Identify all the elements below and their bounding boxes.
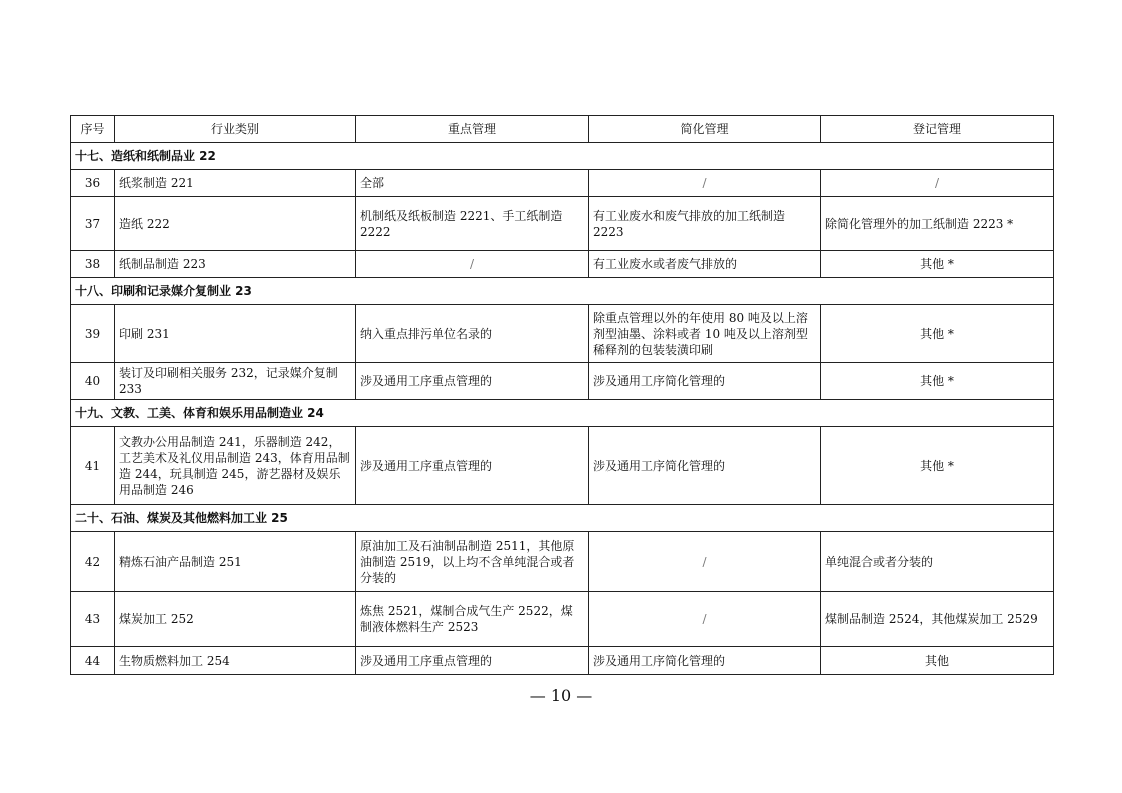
page-number: — 10 — bbox=[529, 686, 593, 705]
industry-cell: 煤炭加工 252 bbox=[115, 592, 356, 647]
section-title: 十七、造纸和纸制品业 22 bbox=[71, 143, 1054, 170]
simplified-management-cell: 涉及通用工序简化管理的 bbox=[589, 427, 821, 505]
key-management-cell: 原油加工及石油制品制造 2511，其他原油制造 2519，以上均不含单纯混合或者分装的 bbox=[356, 532, 589, 592]
registration-management-cell: 其他 * bbox=[821, 305, 1054, 363]
row-number: 39 bbox=[71, 305, 115, 363]
header-simplified-management: 简化管理 bbox=[589, 116, 821, 143]
registration-management-cell: 单纯混合或者分装的 bbox=[821, 532, 1054, 592]
table-row bbox=[71, 305, 1054, 363]
row-number: 43 bbox=[71, 592, 115, 647]
simplified-management-cell: 涉及通用工序简化管理的 bbox=[589, 647, 821, 675]
header-industry: 行业类别 bbox=[115, 116, 356, 143]
industry-cell: 生物质燃料加工 254 bbox=[115, 647, 356, 675]
registration-management-cell: 煤制品制造 2524，其他煤炭加工 2529 bbox=[821, 592, 1054, 647]
key-management-cell: 全部 bbox=[356, 170, 589, 197]
registration-management-cell: / bbox=[821, 170, 1054, 197]
registration-management-cell: 其他 * bbox=[821, 251, 1054, 278]
key-management-cell: 涉及通用工序重点管理的 bbox=[356, 427, 589, 505]
section-title: 二十、石油、煤炭及其他燃料加工业 25 bbox=[71, 505, 1054, 532]
registration-management-cell: 其他 * bbox=[821, 363, 1054, 400]
table-row bbox=[71, 251, 1054, 278]
table-header-row bbox=[71, 116, 1054, 143]
row-number: 44 bbox=[71, 647, 115, 675]
simplified-management-cell: 涉及通用工序简化管理的 bbox=[589, 363, 821, 400]
section-row bbox=[71, 143, 1054, 170]
simplified-management-cell: 有工业废水或者废气排放的 bbox=[589, 251, 821, 278]
header-number: 序号 bbox=[71, 116, 115, 143]
industry-cell: 装订及印刷相关服务 232，记录媒介复制 233 bbox=[115, 363, 356, 400]
simplified-management-cell: 有工业废水和废气排放的加工纸制造 2223 bbox=[589, 197, 821, 251]
industry-cell: 纸浆制造 221 bbox=[115, 170, 356, 197]
simplified-management-cell: / bbox=[589, 592, 821, 647]
row-number: 40 bbox=[71, 363, 115, 400]
classification-table bbox=[70, 115, 1054, 675]
industry-cell: 文教办公用品制造 241，乐器制造 242，工艺美术及礼仪用品制造 243，体育用品制造 244，玩具制造 245，游艺器材及娱乐用品制造 246 bbox=[115, 427, 356, 505]
key-management-cell: 涉及通用工序重点管理的 bbox=[356, 647, 589, 675]
industry-cell: 纸制品制造 223 bbox=[115, 251, 356, 278]
section-title: 十八、印刷和记录媒介复制业 23 bbox=[71, 278, 1054, 305]
key-management-cell: 纳入重点排污单位名录的 bbox=[356, 305, 589, 363]
section-row bbox=[71, 278, 1054, 305]
industry-cell: 精炼石油产品制造 251 bbox=[115, 532, 356, 592]
header-registration-management: 登记管理 bbox=[821, 116, 1054, 143]
table-row bbox=[71, 592, 1054, 647]
registration-management-cell: 其他 bbox=[821, 647, 1054, 675]
section-row bbox=[71, 400, 1054, 427]
table-row bbox=[71, 647, 1054, 675]
key-management-cell: 涉及通用工序重点管理的 bbox=[356, 363, 589, 400]
key-management-cell: 炼焦 2521，煤制合成气生产 2522，煤制液体燃料生产 2523 bbox=[356, 592, 589, 647]
registration-management-cell: 其他 * bbox=[821, 427, 1054, 505]
table-row bbox=[71, 532, 1054, 592]
industry-cell: 印刷 231 bbox=[115, 305, 356, 363]
simplified-management-cell: / bbox=[589, 170, 821, 197]
table-row bbox=[71, 170, 1054, 197]
row-number: 42 bbox=[71, 532, 115, 592]
simplified-management-cell: / bbox=[589, 532, 821, 592]
table-row bbox=[71, 363, 1054, 400]
key-management-cell: / bbox=[356, 251, 589, 278]
registration-management-cell: 除简化管理外的加工纸制造 2223 * bbox=[821, 197, 1054, 251]
section-title: 十九、文教、工美、体育和娱乐用品制造业 24 bbox=[71, 400, 1054, 427]
simplified-management-cell: 除重点管理以外的年使用 80 吨及以上溶剂型油墨、涂料或者 10 吨及以上溶剂型稀释剂的包装装潢印刷 bbox=[589, 305, 821, 363]
row-number: 36 bbox=[71, 170, 115, 197]
row-number: 38 bbox=[71, 251, 115, 278]
header-key-management: 重点管理 bbox=[356, 116, 589, 143]
industry-cell: 造纸 222 bbox=[115, 197, 356, 251]
table-row bbox=[71, 427, 1054, 505]
section-row bbox=[71, 505, 1054, 532]
row-number: 37 bbox=[71, 197, 115, 251]
table-row bbox=[71, 197, 1054, 251]
row-number: 41 bbox=[71, 427, 115, 505]
key-management-cell: 机制纸及纸板制造 2221、手工纸制造 2222 bbox=[356, 197, 589, 251]
